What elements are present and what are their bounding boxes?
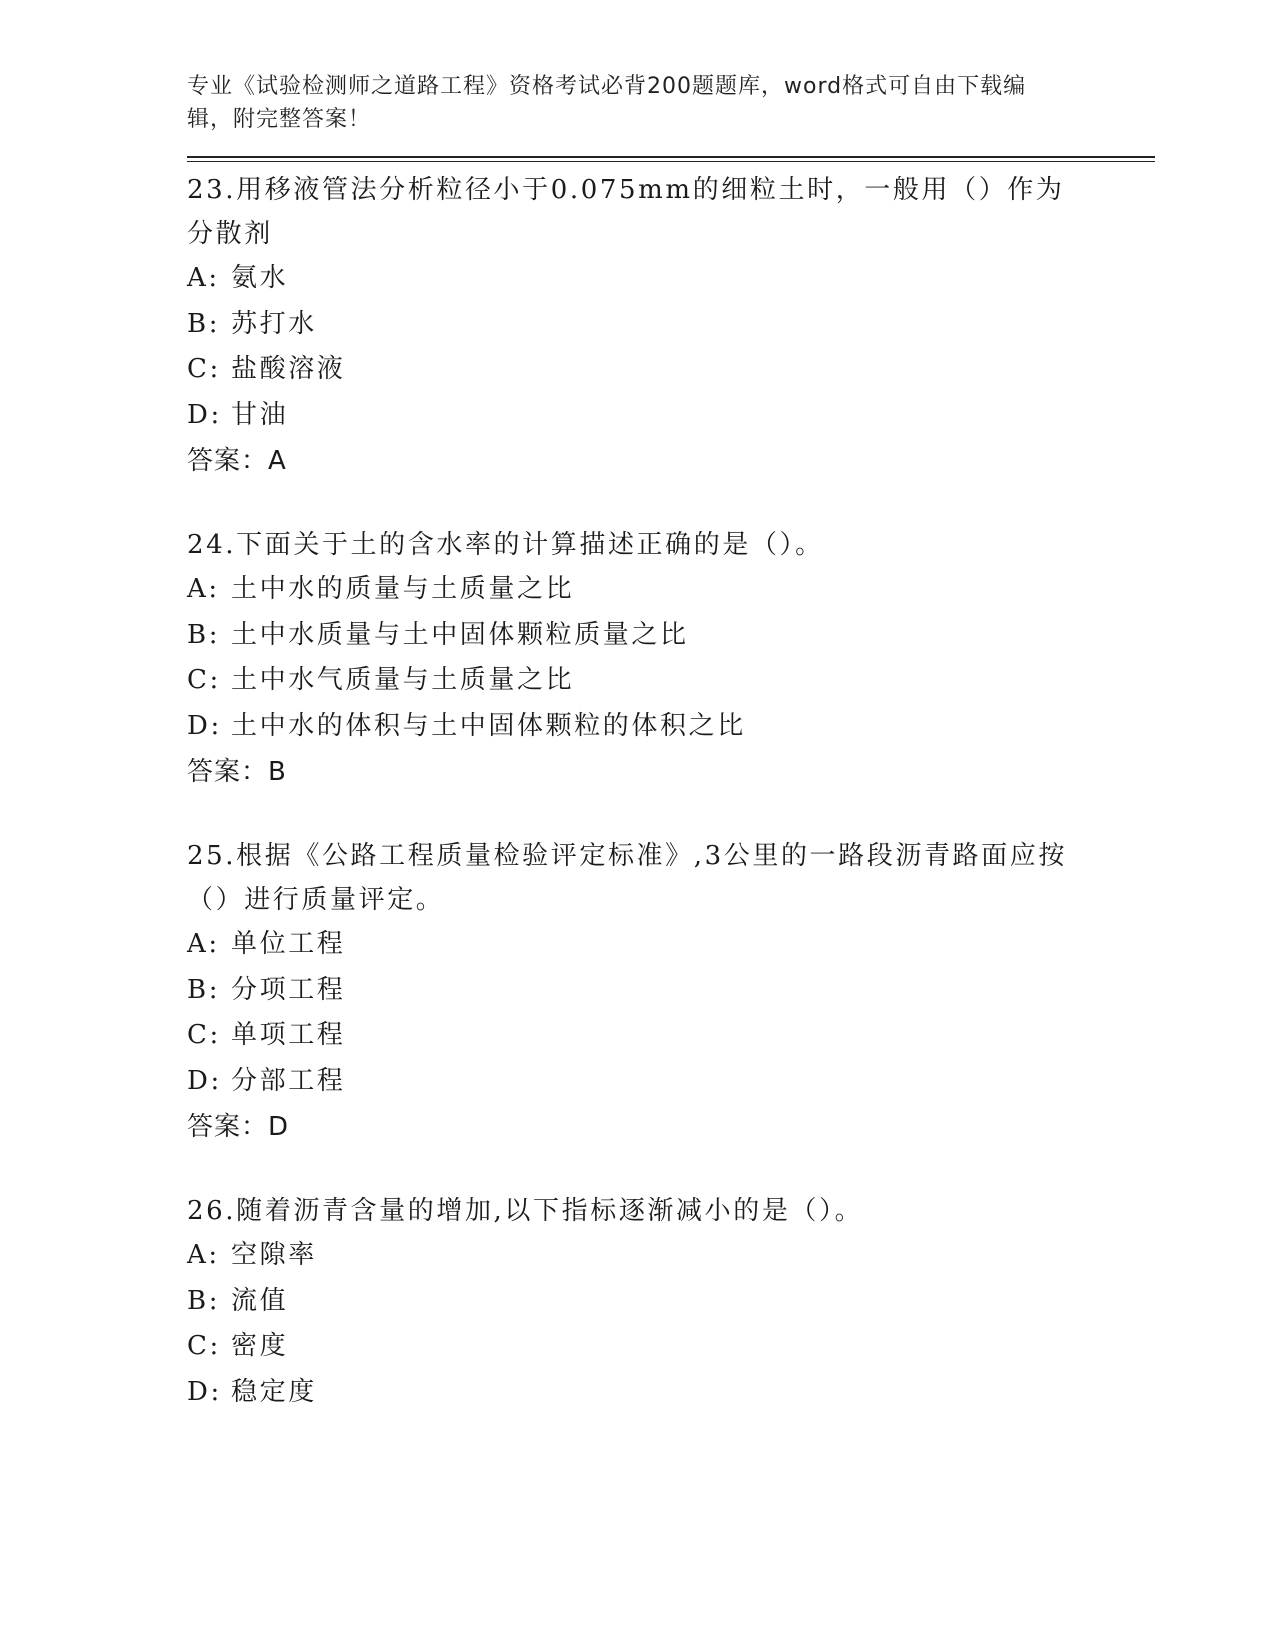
option-letter: A: (187, 263, 220, 293)
option-a (187, 256, 1147, 302)
option-d (187, 1370, 1147, 1416)
question-stem: 26.随着沥青含量的增加,以下指标逐渐减小的是（）。 (187, 1196, 864, 1226)
question-stem: 23.用移液管法分析粒径小于0.075mm的细粒土时，一般用（）作为分散剂 (187, 175, 1065, 249)
option-d (187, 704, 1147, 750)
option-letter: B: (187, 974, 221, 1005)
option-text: 分项工程 (231, 974, 346, 1005)
option-letter: D: (187, 399, 222, 430)
option-c (187, 1324, 1147, 1370)
option-letter: A: (187, 929, 220, 959)
option-text: 氨水 (231, 263, 289, 293)
option-letter: C: (187, 1331, 221, 1361)
question-stem: 24.下面关于土的含水率的计算描述正确的是（）。 (187, 530, 824, 560)
option-a (187, 922, 1147, 968)
option-c (187, 347, 1147, 393)
option-b (187, 968, 1147, 1014)
question-item (187, 834, 1147, 1150)
option-letter: C: (187, 665, 221, 695)
option-letter: A: (187, 574, 220, 604)
document-header: 专业《试验检测师之道路工程》资格考试必背200题题库，word格式可自由下载编辑，附完整答案！ (187, 74, 1027, 132)
option-text: 盐酸溶液 (231, 354, 346, 384)
header-divider (187, 156, 1155, 162)
option-text: 空隙率 (231, 1240, 317, 1270)
option-text: 土中水气质量与土质量之比 (231, 665, 575, 695)
option-text: 土中水质量与土中固体颗粒质量之比 (231, 619, 689, 650)
question-answer: 答案：D (187, 1112, 290, 1142)
option-text: 单位工程 (231, 929, 346, 959)
option-letter: B: (187, 1285, 221, 1316)
question-answer: 答案：A (187, 446, 287, 476)
option-text: 土中水的质量与土质量之比 (231, 574, 575, 604)
question-item (187, 1189, 1147, 1415)
option-d (187, 393, 1147, 439)
option-letter: D: (187, 710, 222, 741)
question-item (187, 523, 1147, 795)
option-c (187, 1013, 1147, 1059)
option-text: 甘油 (231, 399, 289, 430)
question-list (187, 168, 1147, 1415)
option-text: 苏打水 (231, 308, 317, 339)
option-text: 分部工程 (231, 1065, 346, 1096)
option-a (187, 567, 1147, 613)
option-text: 稳定度 (231, 1376, 317, 1407)
option-text: 流值 (231, 1285, 289, 1316)
option-letter: C: (187, 1020, 221, 1050)
question-answer: 答案：B (187, 757, 287, 787)
question-item (187, 168, 1147, 484)
option-text: 单项工程 (231, 1020, 346, 1050)
option-letter: C: (187, 354, 221, 384)
option-b (187, 613, 1147, 659)
option-d (187, 1059, 1147, 1105)
question-stem: 25.根据《公路工程质量检验评定标准》,3公里的一路段沥青路面应按（）进行质量评定。 (187, 841, 1067, 915)
option-letter: D: (187, 1376, 222, 1407)
option-letter: A: (187, 1240, 220, 1270)
option-text: 密度 (231, 1331, 289, 1361)
option-a (187, 1233, 1147, 1279)
option-letter: D: (187, 1065, 222, 1096)
option-b (187, 1279, 1147, 1325)
option-text: 土中水的体积与土中固体颗粒的体积之比 (231, 710, 746, 741)
option-letter: B: (187, 308, 221, 339)
option-b (187, 302, 1147, 348)
document-page (187, 70, 1147, 1454)
option-c (187, 658, 1147, 704)
option-letter: B: (187, 619, 221, 650)
